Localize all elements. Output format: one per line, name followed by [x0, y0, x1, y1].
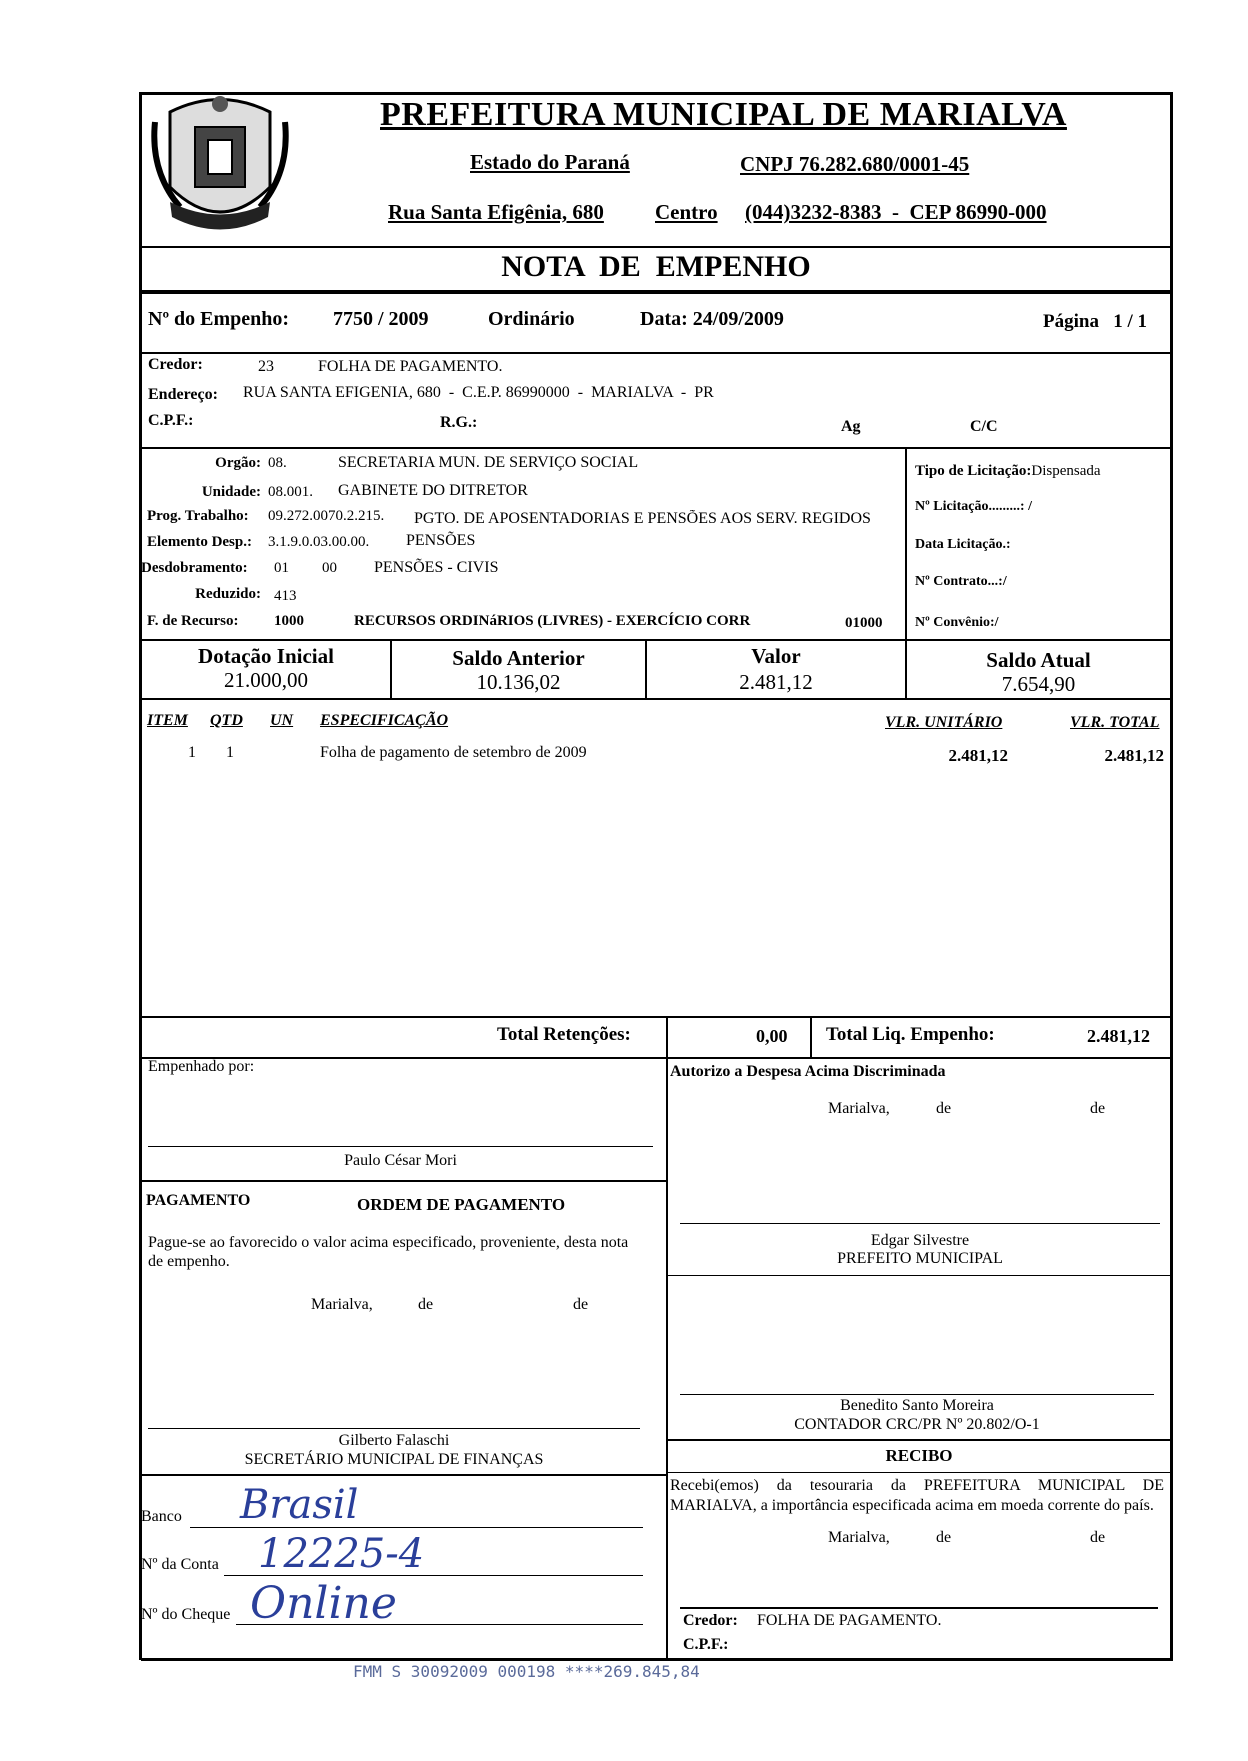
recibo-signature-line — [680, 1607, 1158, 1609]
orgao-code: 08. — [268, 455, 287, 471]
signatures-divider — [666, 1058, 668, 1658]
bank-stamp: FMM S 30092009 000198 ****269.845,84 — [353, 1662, 700, 1681]
divider-totals — [141, 698, 1171, 700]
col-header-item: ITEM — [147, 712, 188, 729]
divider-contador — [667, 1439, 1171, 1441]
state-name: Estado do Paraná — [470, 150, 630, 174]
cnpj: CNPJ 76.282.680/0001-45 — [740, 152, 970, 176]
recurso-name: RECURSOS ORDINáRIOS (LIVRES) - EXERCÍCIO CORR — [354, 613, 751, 629]
autorizo-de-1: de — [936, 1100, 952, 1117]
recibo-de-2: de — [1090, 1529, 1106, 1546]
credor-label: Credor: — [148, 356, 203, 373]
divider-credor — [141, 447, 1171, 449]
unidade-label: Unidade: — [201, 484, 261, 500]
col-header-unit-value: VLR. UNITÁRIO — [885, 714, 1003, 731]
col-header-qtd: QTD — [210, 712, 243, 729]
col-header-un: UN — [270, 712, 294, 729]
row-unit-value: 2.481,12 — [948, 746, 1008, 765]
recibo-title: RECIBO — [885, 1446, 953, 1465]
pagamento-label: PAGAMENTO — [146, 1192, 251, 1209]
autorizo-label: Autorizo a Despesa Acima Discriminada — [670, 1063, 946, 1080]
col-header-total-value: VLR. TOTAL — [1070, 714, 1160, 731]
frame-bottom — [141, 1658, 1173, 1661]
reduzido-label: Reduzido: — [195, 586, 261, 602]
recibo-de-1: de — [936, 1529, 952, 1546]
prog-label: Prog. Trabalho: — [147, 508, 249, 524]
credor-name: FOLHA DE PAGAMENTO. — [318, 358, 503, 375]
account-label: C/C — [970, 418, 998, 435]
contador-name: Benedito Santo Moreira — [840, 1397, 994, 1414]
liquido-label: Total Liq. Empenho: — [826, 1024, 995, 1045]
saldo-anterior-value: 10.136,02 — [476, 670, 561, 694]
row-spec: Folha de pagamento de setembro de 2009 — [320, 744, 587, 761]
licitacao-number: Nº Licitação.........: / — [915, 499, 1032, 514]
divider-budget — [141, 639, 1171, 641]
prog-code: 09.272.0070.2.215. — [268, 508, 385, 524]
recibo-cpf-label: C.P.F.: — [683, 1636, 729, 1653]
elemento-name: PENSÕES — [406, 532, 476, 549]
street-address: Rua Santa Efigênia, 680 — [388, 200, 604, 224]
desdobramento-label: Desdobramento: — [141, 560, 248, 576]
empenhado-name: Paulo César Mori — [344, 1152, 457, 1169]
empenho-number: 7750 / 2009 — [333, 308, 429, 330]
dotacao-value: 21.000,00 — [224, 668, 308, 692]
desdobramento-code2: 00 — [322, 560, 337, 576]
summary-sep-1 — [666, 1017, 668, 1058]
district: Centro — [655, 200, 718, 224]
row-qtd: 1 — [226, 744, 234, 761]
secretario-title: SECRETÁRIO MUNICIPAL DE FINANÇAS — [244, 1451, 544, 1468]
recibo-text: Recebi(emos) da tesouraria da PREFEITURA MUNICIPAL DE MARIALVA, a importância especificada acima em moeda corrente do país. — [670, 1477, 1164, 1514]
credor-code: 23 — [258, 358, 274, 375]
page-number: Página 1 / 1 — [1043, 311, 1147, 332]
prefeito-title: PREFEITO MUNICIPAL — [837, 1250, 1003, 1267]
ordem-pagamento-title: ORDEM DE PAGAMENTO — [357, 1195, 566, 1214]
saldo-atual-value: 7.654,90 — [1001, 672, 1076, 696]
recurso-code: 1000 — [274, 613, 304, 629]
pagamento-text: Pague-se ao favorecido o valor acima especificado, proveniente, desta nota de empenho. — [148, 1234, 629, 1270]
empenho-type: Ordinário — [488, 308, 575, 330]
unidade-name: GABINETE DO DITRETOR — [338, 482, 528, 499]
col-header-spec: ESPECIFICAÇÃO — [320, 712, 449, 729]
cheque-handwriting: Online — [250, 1578, 397, 1629]
desdobramento-name: PENSÕES - CIVIS — [374, 559, 499, 576]
valor-value: 2.481,12 — [739, 670, 813, 694]
frame-top — [141, 92, 1173, 95]
empenho-label: Nº do Empenho: — [148, 308, 290, 330]
cpf-label: C.P.F.: — [148, 412, 194, 429]
valor-label: Valor — [751, 644, 801, 668]
recurso-label: F. de Recurso: — [147, 613, 239, 629]
dotacao-label: Dotação Inicial — [198, 644, 334, 668]
licitacao-type — [915, 463, 1101, 480]
desdobramento-code1: 01 — [274, 560, 289, 576]
divider-meta — [141, 352, 1171, 354]
pagamento-de-2: de — [573, 1296, 589, 1313]
autorizo-city: Marialva, — [828, 1100, 890, 1117]
conta-label: Nº da Conta — [141, 1556, 219, 1573]
phone-cep: (044)3232-8383 - CEP 86990-000 — [745, 200, 1047, 224]
divider-items — [141, 1016, 1171, 1018]
licitacao-type-label: Tipo de Licitação: — [915, 463, 1032, 479]
retencoes-label: Total Retenções: — [497, 1024, 631, 1045]
prog-name: PGTO. DE APOSENTADORIAS E PENSÕES AOS SERV. REGIDOS — [414, 510, 871, 527]
divider-summary — [141, 1057, 1171, 1059]
saldo-atual-label: Saldo Atual — [986, 648, 1091, 672]
divider-licitacao — [905, 448, 907, 641]
document-title: NOTA DE EMPENHO — [501, 250, 811, 283]
coat-of-arms-icon — [150, 92, 290, 242]
saldo-anterior-label: Saldo Anterior — [452, 646, 585, 670]
divider-recibo — [667, 1472, 1171, 1473]
frame-right — [1170, 92, 1173, 1660]
reduzido-value: 413 — [274, 588, 297, 604]
address-label: Endereço: — [148, 386, 218, 403]
row-item: 1 — [188, 744, 196, 761]
divider-prefeito — [667, 1275, 1171, 1276]
banco-label: Banco — [141, 1508, 182, 1525]
licitacao-type-value: Dispensada — [1031, 463, 1101, 479]
empenhado-signature-line — [148, 1146, 653, 1147]
divider-title — [141, 290, 1171, 294]
elemento-code: 3.1.9.0.03.00.00. — [268, 534, 370, 550]
empenho-date: Data: 24/09/2009 — [640, 308, 784, 330]
cheque-label: Nº do Cheque — [141, 1606, 231, 1623]
divider-secretario — [141, 1474, 667, 1476]
retencoes-value: 0,00 — [756, 1026, 788, 1046]
agency-label: Ag — [841, 418, 861, 435]
pagamento-de-1: de — [418, 1296, 434, 1313]
secretario-signature-line — [148, 1428, 640, 1429]
pagamento-city: Marialva, — [311, 1296, 373, 1313]
secretario-name: Gilberto Falaschi — [338, 1432, 450, 1449]
recurso-code2: 01000 — [845, 615, 883, 631]
rg-label: R.G.: — [440, 414, 478, 431]
autorizo-de-2: de — [1090, 1100, 1106, 1117]
contract-number: Nº Contrato...:/ — [915, 574, 1007, 589]
prefeito-signature-line — [680, 1223, 1160, 1224]
row-total-value: 2.481,12 — [1104, 746, 1164, 765]
unidade-code: 08.001. — [268, 484, 313, 500]
empenhado-label: Empenhado por: — [148, 1058, 255, 1075]
contador-title: CONTADOR CRC/PR Nº 20.802/O-1 — [794, 1416, 1040, 1433]
orgao-label: Orgão: — [215, 455, 261, 471]
divider-empenhado — [141, 1180, 667, 1182]
elemento-label: Elemento Desp.: — [147, 534, 252, 550]
banco-handwriting: Brasil — [240, 1482, 359, 1528]
orgao-name: SECRETARIA MUN. DE SERVIÇO SOCIAL — [338, 454, 639, 471]
agency-title: PREFEITURA MUNICIPAL DE MARIALVA — [380, 96, 1067, 133]
recibo-credor-label: Credor: — [683, 1612, 738, 1629]
recibo-credor-value: FOLHA DE PAGAMENTO. — [757, 1612, 942, 1629]
frame-left — [139, 92, 142, 1660]
divider-header — [141, 246, 1171, 248]
agreement-number: Nº Convênio:/ — [915, 615, 999, 630]
contador-signature-line — [680, 1394, 1154, 1395]
credor-address: RUA SANTA EFIGENIA, 680 - C.E.P. 86990000 - MARIALVA - PR — [243, 384, 714, 401]
recibo-city: Marialva, — [828, 1529, 890, 1546]
liquido-value: 2.481,12 — [1087, 1026, 1150, 1046]
prefeito-name: Edgar Silvestre — [870, 1232, 970, 1249]
summary-sep-2 — [810, 1017, 812, 1058]
conta-handwriting: 12225-4 — [258, 1531, 425, 1577]
licitacao-date: Data Licitação.: — [915, 537, 1011, 552]
